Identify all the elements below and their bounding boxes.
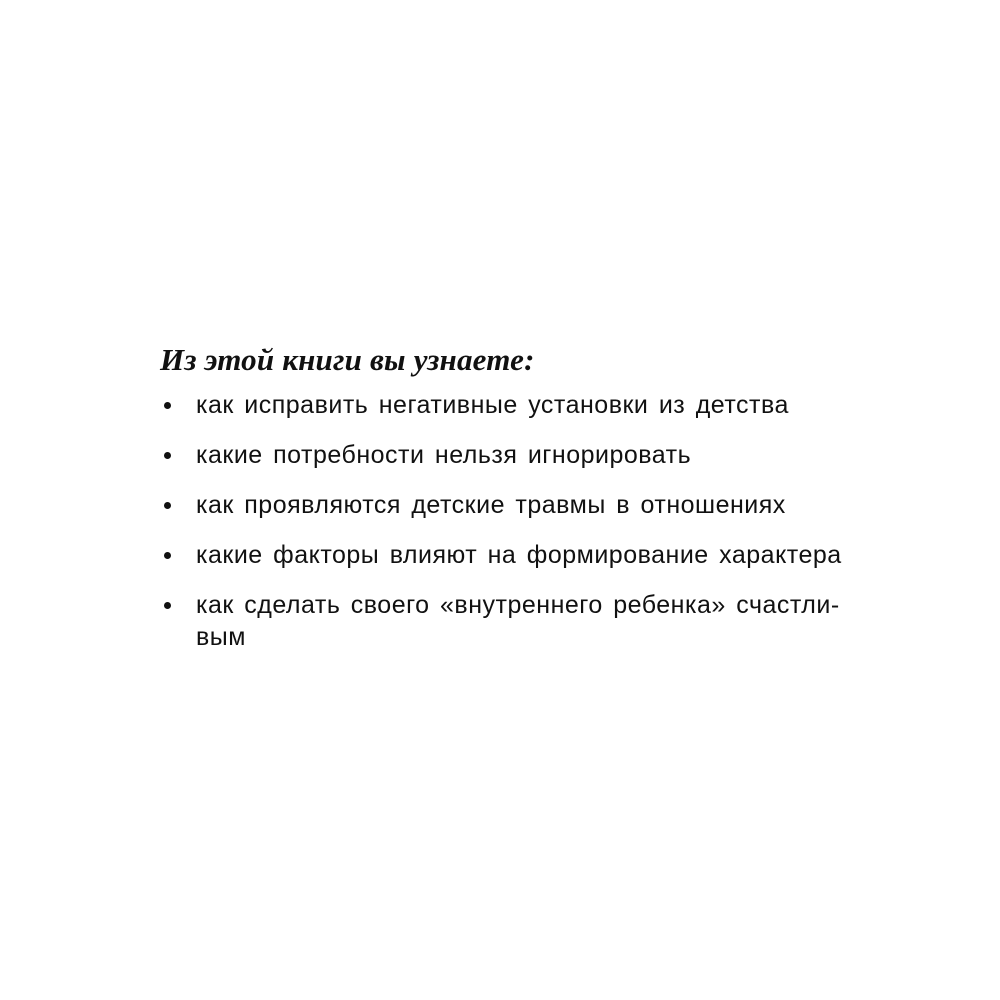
list-item [160,439,850,471]
list-item-text: какие потребности нельзя игнорировать [196,441,692,469]
list-item-text-line-2: вым [196,623,246,651]
list-item [160,539,850,571]
list-item [160,589,850,653]
bullet-icon [164,402,171,409]
list-item-text: какие факторы влияют на формирование характера [196,541,842,569]
bullet-icon [164,502,171,509]
list-item-text: как исправить негативные установки из детства [196,391,789,419]
benefits-list [160,389,850,653]
list-item [160,489,850,521]
section-heading: Из этой книги вы узнаете: [160,342,535,377]
content-block [160,337,850,653]
list-item [160,389,850,421]
bullet-icon [164,552,171,559]
bullet-icon [164,602,171,609]
bullet-icon [164,452,171,459]
list-item-text: как проявляются детские травмы в отношениях [196,491,786,519]
list-item-text-line-1: как сделать своего «внутреннего ребенка» счастли- [196,591,840,619]
